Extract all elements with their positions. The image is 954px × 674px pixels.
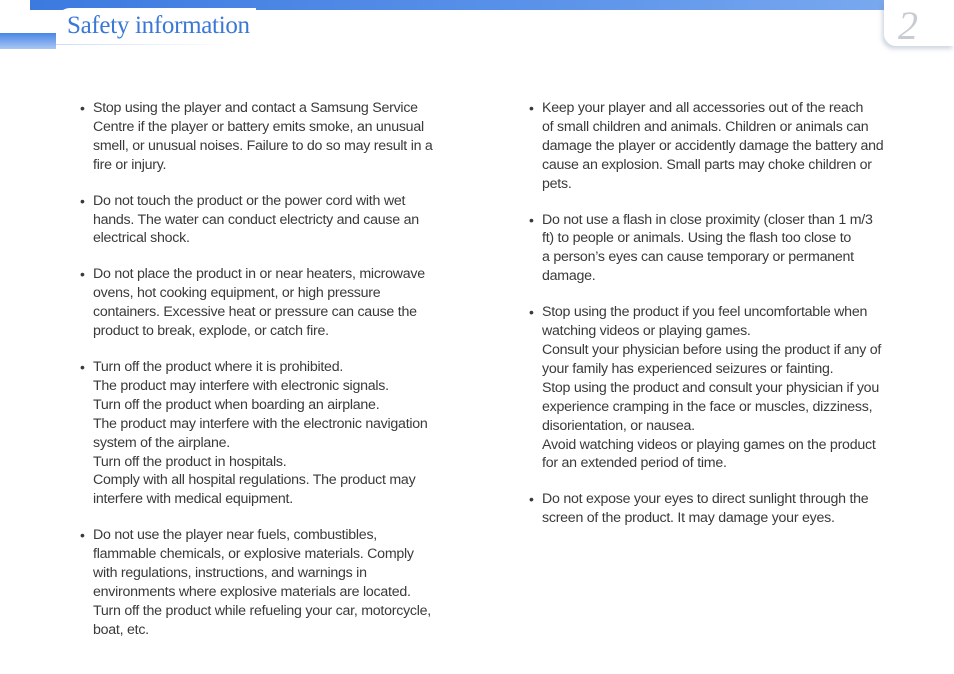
item-text-line: containers. Excessive heat or pressure can cause the [93, 304, 417, 321]
item-text-line: Turn off the product where it is prohibited. [93, 358, 344, 375]
item-text-line: Comply with all hospital regulations. The product may [93, 472, 416, 489]
item-text-line: smell, or unusual noises. Failure to do so may result in a [93, 137, 433, 154]
item-text-line: Centre if the player or battery emits smoke, an unusual [93, 118, 424, 135]
item-text-line: for an extended period of time. [542, 455, 727, 472]
item-text-line: product to break, explode, or catch fire. [93, 323, 329, 340]
bullet-icon: • [529, 211, 534, 228]
item-text-line: Stop using the player and contact a Samsung Service [93, 100, 418, 116]
item-text-line: watching videos or playing games. [542, 323, 751, 340]
item-text-line: system of the airplane. [93, 434, 230, 451]
item-text-line: screen of the product. It may damage your eyes. [542, 510, 835, 527]
item-text-line: with regulations, instructions, and warnings in [93, 565, 367, 582]
bullet-icon: • [529, 304, 534, 321]
item-text-line: experience cramping in the face or muscles, dizziness, [542, 398, 873, 415]
item-text-line: damage the player or accidently damage the battery and [542, 137, 884, 154]
item-text-line: Turn off the product in hospitals. [93, 453, 287, 470]
bullet-icon: • [80, 100, 85, 116]
left-column [80, 99, 440, 657]
item-text-line: environments where explosive materials are located. [93, 583, 411, 600]
bullet-icon: • [80, 527, 85, 544]
item-text-line: of small children and animals. Children or animals can [542, 118, 869, 135]
item-text-line: Stop using the product and consult your physician if you [542, 379, 879, 396]
item-text-line: your family has experienced seizures or fainting. [542, 360, 834, 377]
item-text-line: ft) to people or animals. Using the flash too close to [542, 230, 852, 247]
item-text-line: Do not use the player near fuels, combustibles, [93, 527, 377, 544]
bullet-icon: • [529, 491, 534, 508]
safety-bullet-item [80, 99, 440, 175]
page-number: 2 [898, 3, 918, 48]
safety-bullet-item [80, 265, 440, 341]
item-text-line: The product may interfere with the electronic navigation [93, 415, 428, 432]
item-text-line: hands. The water can conduct electricty and cause an [93, 211, 419, 228]
page-number-tab [884, 0, 954, 46]
bullet-icon: • [80, 192, 85, 209]
bullet-icon: • [80, 266, 85, 283]
item-text-line: Avoid watching videos or playing games on the product [542, 436, 876, 453]
item-text-line: electrical shock. [93, 230, 190, 247]
item-text-line: flammable chemicals, or explosive materials. Comply [93, 546, 414, 563]
item-text-line: Keep your player and all accessories out of the reach [542, 100, 864, 116]
safety-bullet-item [529, 99, 895, 194]
safety-bullet-item [529, 490, 895, 528]
item-text-line: a person’s eyes can cause temporary or permanent [542, 249, 854, 266]
item-text-line: Do not touch the product or the power cord with wet [93, 192, 406, 209]
item-text-line: interfere with medical equipment. [93, 491, 293, 508]
bullet-icon: • [80, 358, 85, 375]
item-text-line: Turn off the product when boarding an airplane. [93, 396, 380, 413]
item-text-line: Do not place the product in or near heaters, microwave [93, 266, 425, 283]
safety-bullet-item [529, 303, 895, 473]
item-text-line: Do not expose your eyes to direct sunlight through the [542, 491, 869, 508]
item-text-line: boat, etc. [93, 621, 149, 638]
item-text-line: Turn off the product while refueling your car, motorcycle, [93, 602, 431, 619]
item-text-line: The product may interfere with electronic signals. [93, 377, 389, 394]
safety-bullet-item [80, 526, 440, 639]
item-text-line: Do not use a flash in close proximity (closer than 1 m/3 [542, 211, 873, 228]
item-text-line: damage. [542, 268, 596, 285]
page-title: Safety information [67, 12, 250, 39]
header-left-accent [0, 33, 60, 49]
item-text-line: fire or injury. [93, 156, 167, 173]
item-text-line: cause an explosion. Small parts may choke children or [542, 156, 872, 173]
bullet-icon: • [529, 100, 534, 116]
header-underline [56, 44, 236, 45]
item-text-line: pets. [542, 175, 572, 192]
item-text-line: Consult your physician before using the product if any of [542, 341, 882, 358]
safety-bullet-item [80, 358, 440, 509]
right-column [529, 99, 895, 545]
item-text-line: disorientation, or nausea. [542, 417, 695, 434]
item-text-line: Stop using the product if you feel uncomfortable when [542, 304, 868, 321]
safety-bullet-item [80, 192, 440, 249]
safety-bullet-item [529, 211, 895, 287]
item-text-line: ovens, hot cooking equipment, or high pressure [93, 285, 381, 302]
